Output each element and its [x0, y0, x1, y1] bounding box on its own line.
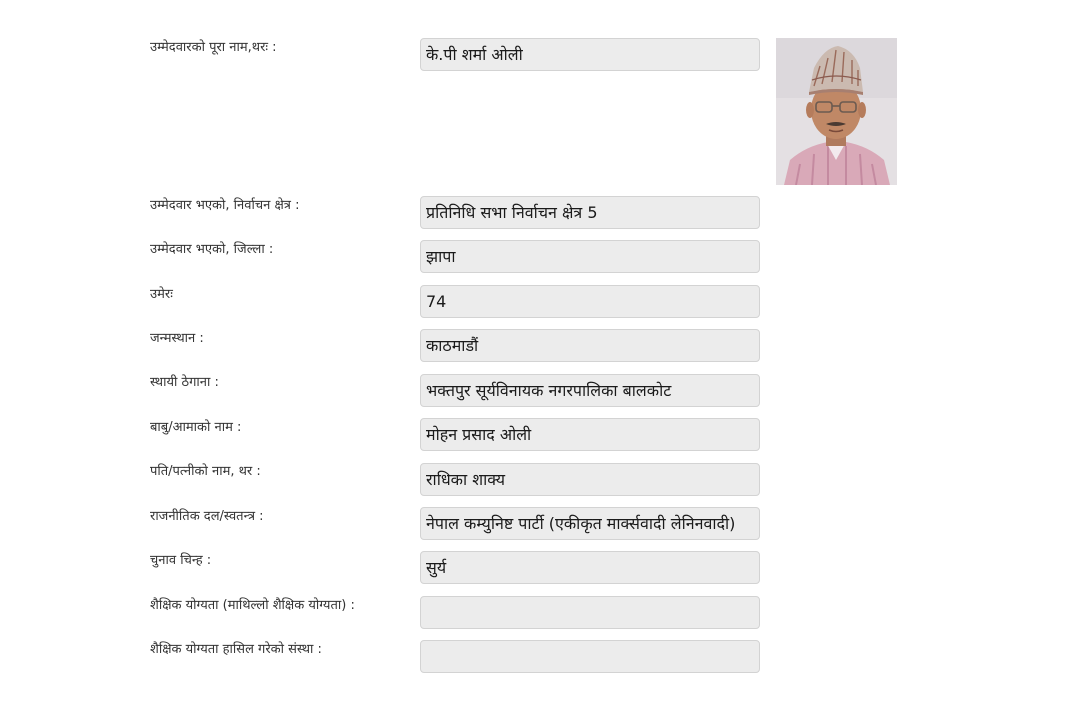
- field-political-party[interactable]: नेपाल कम्युनिष्ट पार्टी (एकीकृत मार्क्सवादी लेनिनवादी): [420, 507, 760, 540]
- field-permanent-address[interactable]: भक्तपुर सूर्यविनायक नगरपालिका बालकोट: [420, 374, 760, 407]
- label-political-party: राजनीतिक दल/स्वतन्त्र :: [150, 509, 264, 524]
- field-age[interactable]: 74: [420, 285, 760, 318]
- field-election-symbol[interactable]: सुर्य: [420, 551, 760, 584]
- field-full-name[interactable]: के.पी शर्मा ओली: [420, 38, 760, 71]
- label-election-symbol: चुनाव चिन्ह :: [150, 553, 212, 568]
- field-birthplace[interactable]: काठमाडौं: [420, 329, 760, 362]
- candidate-photo: [776, 38, 897, 185]
- label-constituency: उम्मेदवार भएको, निर्वाचन क्षेत्र :: [150, 198, 300, 213]
- field-education-institution[interactable]: [420, 640, 760, 673]
- candidate-photo-icon: [776, 38, 897, 185]
- label-permanent-address: स्थायी ठेगाना :: [150, 375, 219, 390]
- label-district: उम्मेदवार भएको, जिल्ला :: [150, 242, 274, 257]
- label-education-institution: शैक्षिक योग्यता हासिल गरेको संस्था :: [150, 642, 322, 657]
- label-full-name: उम्मेदवारको पूरा नाम,थरः :: [150, 40, 277, 55]
- field-spouse-name[interactable]: राधिका शाक्य: [420, 463, 760, 496]
- label-parent-name: बाबु/आमाको नाम :: [150, 420, 242, 435]
- label-education: शैक्षिक योग्यता (माथिल्लो शैक्षिक योग्यता) :: [150, 598, 355, 613]
- label-birthplace: जन्मस्थान :: [150, 331, 204, 346]
- field-parent-name[interactable]: मोहन प्रसाद ओली: [420, 418, 760, 451]
- label-age: उमेरः: [150, 287, 173, 302]
- label-spouse-name: पति/पत्नीको नाम, थर :: [150, 464, 261, 479]
- field-district[interactable]: झापा: [420, 240, 760, 273]
- field-constituency[interactable]: प्रतिनिधि सभा निर्वाचन क्षेत्र 5: [420, 196, 760, 229]
- field-education[interactable]: [420, 596, 760, 629]
